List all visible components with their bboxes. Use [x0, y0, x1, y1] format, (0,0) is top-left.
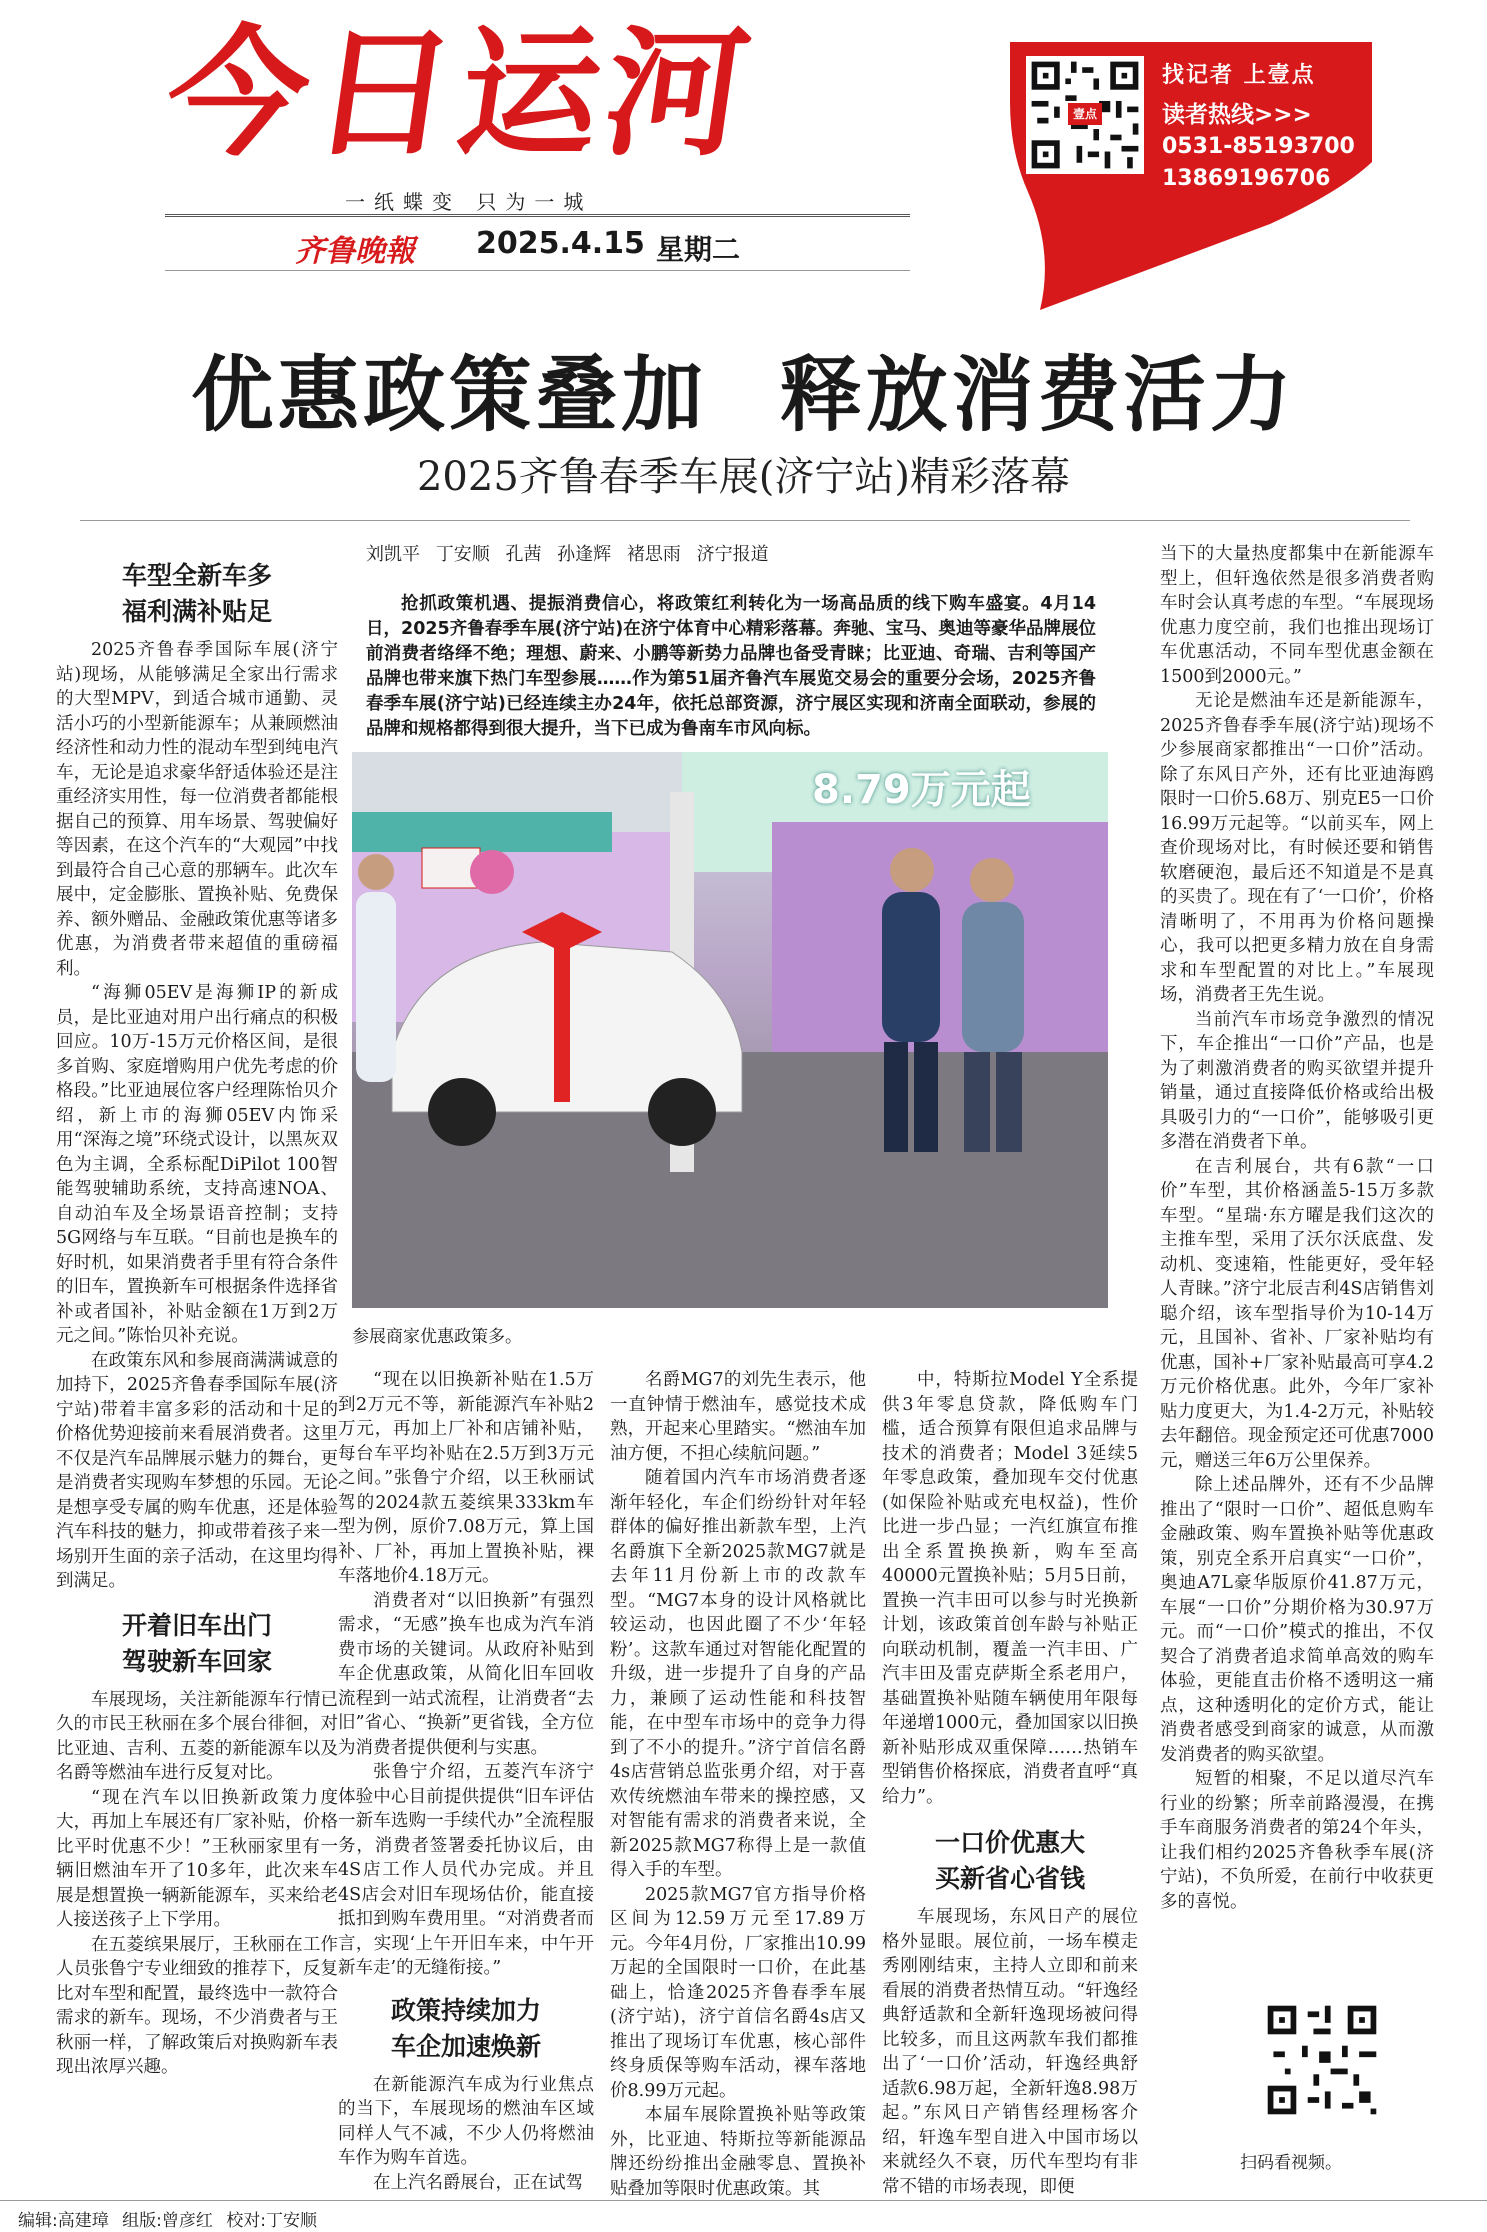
reporter-label: 找记者 上壹点 — [1162, 63, 1316, 88]
body-paragraph: 当前汽车市场竞争激烈的情况下，车企推出“一口价”产品，也是为了刺激消费者的购买欲望并提升销量，通过直接降低价格或给出极具吸引力的“一口价”，能够吸引更多潜在消费者下单。 — [1160, 1009, 1434, 1152]
section-heading-line: 福利满补贴足 — [121, 597, 272, 626]
footer-rule — [0, 2200, 1487, 2201]
masthead-underline — [165, 270, 910, 271]
body-paragraph: 消费者对“以旧换新”有强烈需求，“无感”换车也成为汽车消费市场的关键词。从政府补贴到车企优惠政策，从简化旧车回收流程到一站式流程，让消费者“去旧”省心、“换新”更省钱，全方位为消费者提供便利与实惠。 — [338, 1590, 594, 1758]
body-paragraph: 在吉利展台，共有6款“一口价”车型，其价格涵盖5-15万多款车型。“星瑞·东方曜是我们这次的主推车型，采用了沃尔沃底盘、发动机、变速箱，性能更好，受年轻人青睐。”济宁北辰吉利4S店销售刘聪介绍，该车型指导价为10-14万元，且国补、省补、厂家补贴均有优惠，国补+厂家补贴最高可享4.2万元价格优惠。此外，今年厂家补贴力度更大，为1.4-2万元，补贴较去年翻倍。现金预定还可优惠7000元，赠送三年6万公里保养。 — [1160, 1156, 1434, 1471]
section-heading-line: 驾驶新车回家 — [121, 1646, 272, 1676]
issue-date: 2025.4.15 — [476, 226, 645, 261]
body-paragraph: 张鲁宁介绍，五菱汽车济宁体验中心目前提供提供“旧车评估一新车选购一手续代办”全流程服务，消费者签署委托协议后，由4S店工作人员代办完成。并且4S店会对旧车现场估价，能直接抵扣到购车费用里。“对消费者而言，实现‘上午开旧车来，中午开新车走’的无缝衔接。” — [338, 1762, 594, 1978]
video-qr-caption: 扫码看视频。 — [1240, 2153, 1342, 2173]
section-heading — [338, 1993, 594, 2065]
column-2 — [338, 1368, 594, 2198]
section-heading — [56, 1608, 338, 1680]
section-heading-line: 开着旧车出门 — [121, 1610, 272, 1640]
article-headline: 优惠政策叠加 释放消费活力 — [191, 347, 1296, 443]
article-byline: 刘凯平 丁安顺 孔茜 孙逢辉 褚思雨 济宁报道 — [366, 544, 769, 565]
price-sign: 8.79万元起 — [812, 767, 1031, 813]
brand-logo: 齐鲁晚報 — [295, 234, 415, 269]
body-paragraph: 当下的大量热度都集中在新能源车型上，但轩逸依然是很多消费者购车时会认真考虑的车型。“车展现场优惠力度空前，我们也推出现场订车优惠活动，不同车型优惠金额在1500到2000元。” — [1160, 544, 1434, 687]
photo-caption: 参展商家优惠政策多。 — [352, 1327, 522, 1347]
qr-logo: 壹点 — [1068, 103, 1102, 125]
section-heading-line: 一口价优惠大 — [934, 1828, 1085, 1857]
body-paragraph: 除上述品牌外，还有不少品牌推出了“限时一口价”、超低息购车金融政策、购车置换补贴等优惠政策，别克全系开启真实“一口价”，奥迪A7L豪华版原价41.87万元，车展“一口价”分期价格为30.97万元。而“一口价”模式的推出，不仅契合了消费者追求简单高效的购车体验，更能直击价格不透明这一痛点，这种透明化的定价方式，能让消费者感受到商家的诚意，从而激发消费者的购买欲望。 — [1160, 1475, 1434, 1765]
body-paragraph: 2025齐鲁春季国际车展(济宁站)现场，从能够满足全家出行需求的大型MPV，到适合城市通勤、灵活小巧的小型新能源车；从兼顾燃油经济性和动力性的混动车型到纯电汽车，无论是追求豪华舒适体验还是注重经济实用性，每一位消费者都能根据自己的预算、用车场景、驾驶偏好等因素，在这个汽车的“大观园”中找到最符合自己心意的那辆车。此次车展中，定金膨胀、置换补贴、免费保养、额外赠品、金融政策优惠等诸多优惠，为消费者带来超值的重磅福利。 — [56, 640, 338, 979]
column-3 — [610, 1368, 866, 2198]
body-paragraph: 在五菱缤果展厅，王秋丽在工作人员张鲁宁专业细致的推荐下，反复比对车型和配置，最终选中一款符合需求的新车。现场，不少消费者与王秋丽一样，了解政策后对换购新车表现出浓厚兴趣。 — [56, 1934, 338, 2077]
body-paragraph: “海狮05EV是海狮IP的新成员，是比亚迪对用户出行痛点的积极回应。10万-15万元价格区间，是很多首购、家庭增购用户优先考虑的价格段。”比亚迪展位客户经理陈怡贝介绍，新上市的海狮05EV内饰采用“深海之境”环绕式设计，以黑灰双色为主调，全系标配DiPilot 100智能驾驶辅助系统，支持高速NOA、自动泊车及全场景语音控制；支持5G网络与车互联。“目前也是换车的好时机，如果消费者手里有符合条件的旧车，置换新车可根据条件选择省补或者国补，补贴金额在1万到2万元之间。”陈怡贝补充说。 — [56, 983, 338, 1346]
masthead-title: 今日运河 — [156, 13, 764, 176]
section-heading — [882, 1825, 1138, 1897]
column-1 — [56, 552, 338, 2192]
body-paragraph: 短暂的相聚，不足以道尽汽车行业的纷繁；所幸前路漫漫，在携手车商服务消费者的第24个年头，让我们相约2025齐鲁秋季车展(济宁站)，不负所爱，在前行中收获更多的喜悦。 — [1160, 1769, 1434, 1912]
video-qr-code[interactable] — [1262, 2000, 1382, 2120]
masthead-rule — [165, 214, 910, 217]
hotline-qr-code[interactable] — [1026, 56, 1144, 174]
body-paragraph: 无论是燃油车还是新能源车，2025齐鲁春季车展(济宁站)现场不少参展商家都推出“一口价”活动。除了东风日产外，还有比亚迪海鸥限时一口价5.68万、别克E5一口价16.99万元起等。“以前买车，网上查价现场对比，有时候还要和销售软磨硬泡，最后还不知道是不是真的买贵了。现在有了‘一口价’，价格清晰明了，不用再为价格问题操心，我可以把更多精力放在自身需求和车型配置的对比上。”车展现场，消费者王先生说。 — [1160, 691, 1434, 1005]
section-heading-line: 买新省心省钱 — [934, 1864, 1085, 1893]
body-paragraph: 随着国内汽车市场消费者逐渐年轻化，车企们纷纷针对年轻群体的偏好推出新款车型，上汽名爵旗下全新2025款MG7就是去年11月份新上市的改款车型。“MG7本身的设计风格就比较运动，也因此圈了不少‘年轻粉’。这款车通过对智能化配置的升级，进一步提升了自身的产品力，兼顾了运动性能和科技智能，在中型车市场中的竞争力得到了不小的提升。”济宁首信名爵4s店营销总监张勇介绍，对于喜欢传统燃油车带来的操控感，又对智能有需求的消费者来说，全新2025款MG7称得上是一款值得入手的车型。 — [610, 1468, 866, 1880]
hotline-card — [1010, 42, 1372, 310]
editor-credits: 编辑:高建璋 组版:曾彦红 校对:丁安顺 — [18, 2211, 317, 2231]
hotline-phone-1[interactable]: 0531-85193700 — [1162, 134, 1355, 159]
article-photo — [352, 752, 1108, 1308]
column-4 — [882, 1368, 1138, 2198]
body-paragraph: “现在以旧换新补贴在1.5万到2万元不等，新能源汽车补贴2万元，再加上厂补和店铺补贴，每台车平均补贴在2.5万到3万元之间。”张鲁宁介绍，以王秋丽试驾的2024款五菱缤果333km车型为例，原价7.08万元，算上国补、厂补，再加上置换补贴，裸车落地价4.18万元。 — [338, 1370, 594, 1586]
section-heading — [56, 558, 338, 630]
issue-weekday: 星期二 — [656, 233, 741, 266]
hotline-phone-2[interactable]: 13869196706 — [1162, 166, 1331, 191]
body-paragraph: 在新能源汽车成为行业焦点的当下，车展现场的燃油车区域同样人气不减，不少人仍将燃油车作为购车首选。 — [338, 2074, 594, 2168]
column-5 — [1160, 542, 1434, 1972]
body-paragraph: “现在汽车以旧换新政策力度大，再加上车展还有厂家补贴，价格比平时优惠不少！”王秋丽家里有一辆旧燃油车开了10多年，此次来车展是想置换一辆新能源车，买来给老人接送孩子上下学用。 — [56, 1787, 338, 1930]
masthead-slogan: 一纸蝶变 只为一城 — [345, 190, 593, 214]
section-heading-line: 车企加速焕新 — [390, 2031, 541, 2061]
body-paragraph: 在上汽名爵展台，正在试驾 — [373, 2172, 583, 2193]
body-paragraph: 中，特斯拉Model Y全系提供3年零息贷款，降低购车门槛，适合预算有限但追求品牌与技术的消费者；Model 3延续5年零息政策，叠加现车交付优惠(如保险补贴或充电权益)，性价比进一步凸显；一汽红旗宣布推出全系置换换新，购车至高40000元置换补贴；5月5日前，置换一汽丰田可以参与时光换新计划，该政策首创车龄与补贴正向联动机制，覆盖一汽丰田、广汽丰田及雷克萨斯全系老用户，基础置换补贴随车辆使用年限每年递增1000元，叠加国家以旧换新补贴形成双重保障……热销车型销售价格探底，消费者直呼“真给力”。 — [882, 1370, 1138, 1807]
body-paragraph: 名爵MG7的刘先生表示，他一直钟情于燃油车，感觉技术成熟，开起来心里踏实。“燃油车加油方便，不担心续航问题。” — [610, 1370, 866, 1464]
body-paragraph: 2025款MG7官方指导价格区间为12.59万元至17.89万元。今年4月份，厂家推出10.99万起的全国限时一口价，在此基础上，恰逢2025齐鲁春季车展(济宁站)，济宁首信名爵4s店又推出了现场订车优惠，核心部件终身质保等购车活动，裸车落地价8.99万元起。 — [610, 1884, 866, 2101]
section-heading-line: 政策持续加力 — [390, 1995, 541, 2025]
body-paragraph: 本届车展除置换补贴等政策外，比亚迪、特斯拉等新能源品牌还纷纷推出金融零息、置换补贴叠加等限时优惠政策。其 — [610, 2105, 866, 2198]
hotline-label: 读者热线>>> — [1162, 102, 1312, 128]
section-heading-line: 车型全新车多 — [121, 561, 272, 590]
body-paragraph: 车展现场，关注新能源车行情已久的市民王秋丽在多个展台徘徊，对比亚迪、吉利、五菱的新能源车以及名爵等燃油车进行反复对比。 — [56, 1689, 338, 1783]
body-paragraph: 车展现场，东风日产的展位格外显眼。展位前，一场车模走秀刚刚结束，主持人立即和前来看展的消费者热情互动。“轩逸经典舒适款和全新轩逸现场被问得比较多，而且这两款车我们都推出了‘一口价’活动，轩逸经典舒适款6.98万起，全新轩逸8.98万起。”东风日产销售经理杨客介绍，轩逸车型自进入中国市场以来就经久不衰，历代车型均有非常不错的市场表现，即便 — [882, 1907, 1138, 2197]
article-subheadline: 2025齐鲁春季车展(济宁站)精彩落幕 — [416, 454, 1070, 500]
headline-separator — [80, 520, 1410, 521]
article-lead: 抢抓政策机遇、提振消费信心，将政策红利转化为一场高品质的线下购车盛宴。4月14日，2025齐鲁春季车展(济宁站)在济宁体育中心精彩落幕。奔驰、宝马、奥迪等豪华品牌展位前消费者络绎不绝；理想、蔚来、小鹏等新势力品牌也备受青睐；比亚迪、奇瑞、吉利等国产品牌也带来旗下热门车型参展……作为第51届齐鲁汽车展览交易会的重要分会场，2025齐鲁春季车展(济宁站)已经连续主办24年，依托总部资源，济宁展区实现和济南全面联动，参展的品牌和规格都得到很大提升，当下已成为鲁南车市风向标。 — [366, 594, 1096, 739]
body-paragraph: 在政策东风和参展商满满诚意的加持下，2025齐鲁春季国际车展(济宁站)带着丰富多彩的活动和十足的价格优势迎接前来看展消费者。这里不仅是汽车品牌展示魅力的舞台，更是消费者实现购车梦想的乐园。无论是想享受专属的购车优惠，还是体验汽车科技的魅力，抑或带着孩子来一场别开生面的亲子活动，在这里均得到满足。 — [56, 1350, 338, 1591]
